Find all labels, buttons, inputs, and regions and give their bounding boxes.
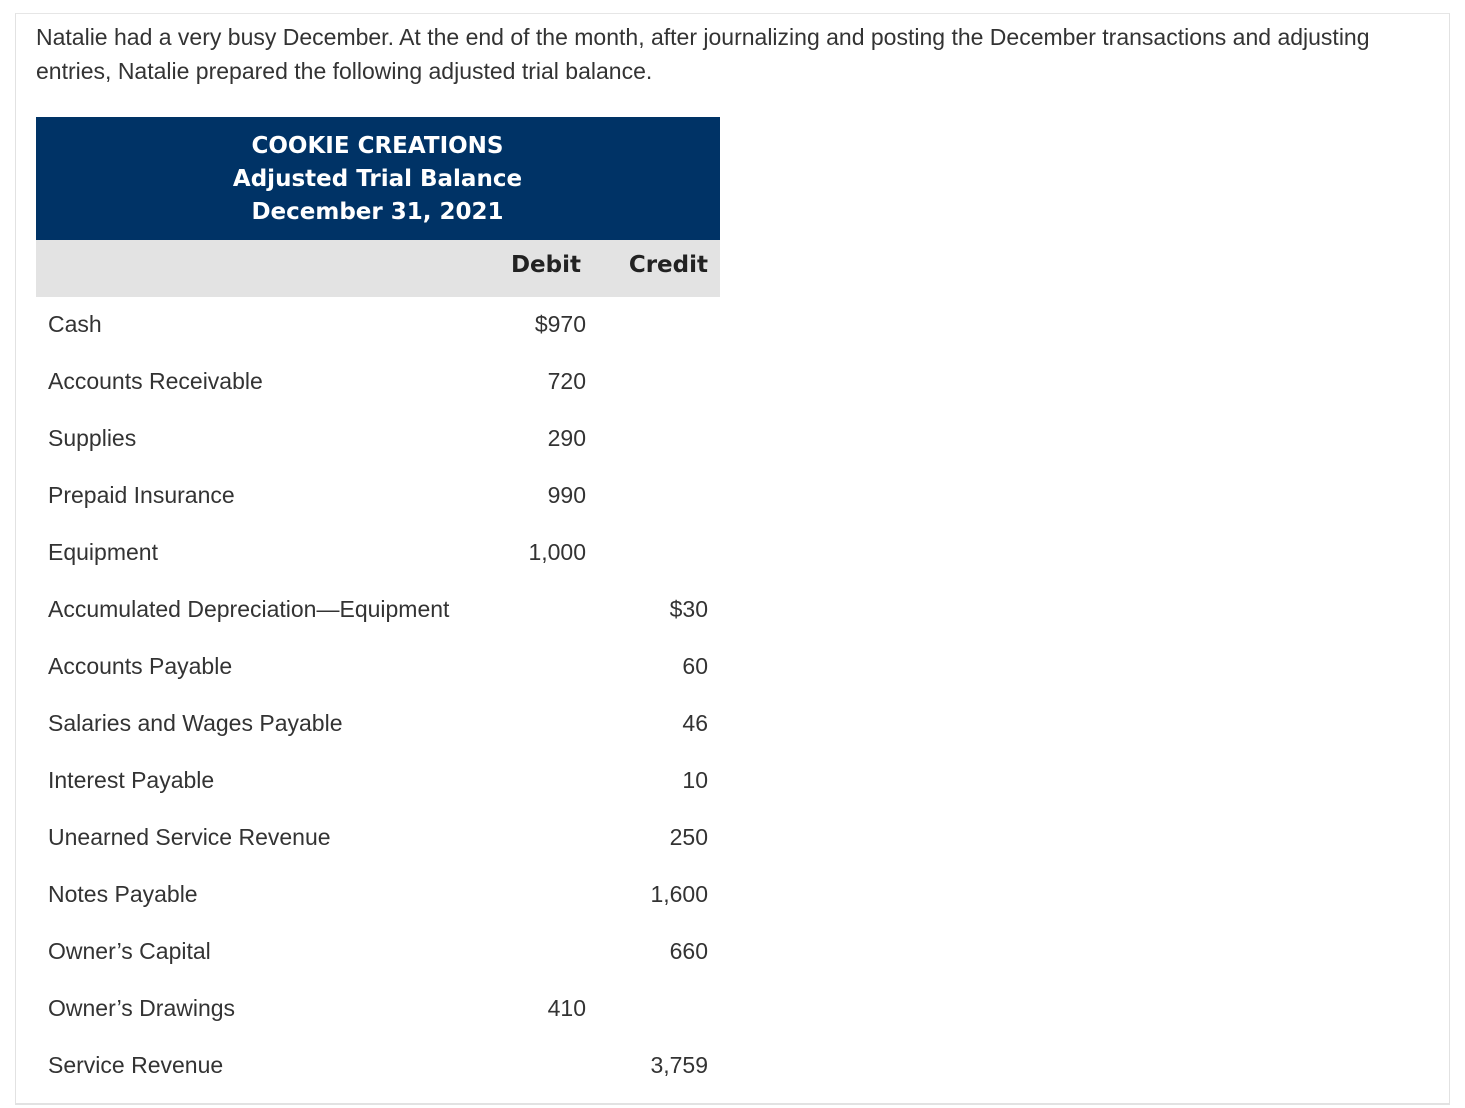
credit-amount: 660 bbox=[669, 938, 708, 964]
account-name: Cash bbox=[48, 311, 102, 337]
company-name: COOKIE CREATIONS bbox=[251, 133, 504, 159]
column-header-row bbox=[36, 240, 720, 297]
table-row bbox=[36, 297, 720, 354]
account-name: Unearned Service Revenue bbox=[48, 824, 331, 850]
credit-amount: 3,759 bbox=[650, 1052, 708, 1078]
problem-intro-text: Natalie had a very busy December. At the end of the month, after journalizing and posting the December transactions and adjusting entries, Natalie prepared the following adjusted trial balance. bbox=[36, 24, 1370, 84]
table-row bbox=[36, 867, 720, 924]
credit-amount: $30 bbox=[669, 596, 708, 622]
adjusted-trial-balance-table bbox=[36, 117, 720, 1095]
account-name: Service Revenue bbox=[48, 1052, 224, 1078]
table-row bbox=[36, 354, 720, 411]
table-row bbox=[36, 468, 720, 525]
credit-amount: 10 bbox=[682, 767, 708, 793]
debit-amount: 410 bbox=[547, 995, 586, 1021]
account-name: Accumulated Depreciation—Equipment bbox=[48, 596, 450, 622]
debit-amount: $970 bbox=[534, 311, 586, 337]
account-name: Supplies bbox=[48, 425, 137, 451]
credit-amount: 250 bbox=[669, 824, 708, 850]
account-name: Interest Payable bbox=[48, 767, 215, 793]
account-rows bbox=[36, 297, 720, 1095]
table-row bbox=[36, 582, 720, 639]
table-row bbox=[36, 1038, 720, 1095]
table-row bbox=[36, 924, 720, 981]
account-name: Prepaid Insurance bbox=[48, 482, 235, 508]
debit-amount: 990 bbox=[547, 482, 586, 508]
account-name: Accounts Payable bbox=[48, 653, 233, 679]
account-name: Owner’s Capital bbox=[48, 938, 211, 964]
statement-date: December 31, 2021 bbox=[251, 199, 504, 225]
table-row bbox=[36, 753, 720, 810]
credit-amount: 60 bbox=[682, 653, 708, 679]
credit-amount: 46 bbox=[682, 710, 708, 736]
account-name: Accounts Receivable bbox=[48, 368, 263, 394]
debit-amount: 290 bbox=[547, 425, 586, 451]
account-name: Salaries and Wages Payable bbox=[48, 710, 343, 736]
credit-column-header: Credit bbox=[628, 252, 708, 278]
table-row bbox=[36, 639, 720, 696]
debit-amount: 1,000 bbox=[528, 539, 586, 565]
table-row bbox=[36, 525, 720, 582]
table-title-block bbox=[36, 117, 720, 240]
debit-column-header: Debit bbox=[510, 252, 581, 278]
statement-title: Adjusted Trial Balance bbox=[232, 166, 523, 192]
account-name: Equipment bbox=[48, 539, 158, 565]
account-name: Notes Payable bbox=[48, 881, 198, 907]
debit-amount: 720 bbox=[547, 368, 586, 394]
table-row bbox=[36, 810, 720, 867]
account-name: Owner’s Drawings bbox=[48, 995, 236, 1021]
table-row bbox=[36, 696, 720, 753]
table-row bbox=[36, 981, 720, 1038]
credit-amount: 1,600 bbox=[650, 881, 708, 907]
table-row bbox=[36, 411, 720, 468]
